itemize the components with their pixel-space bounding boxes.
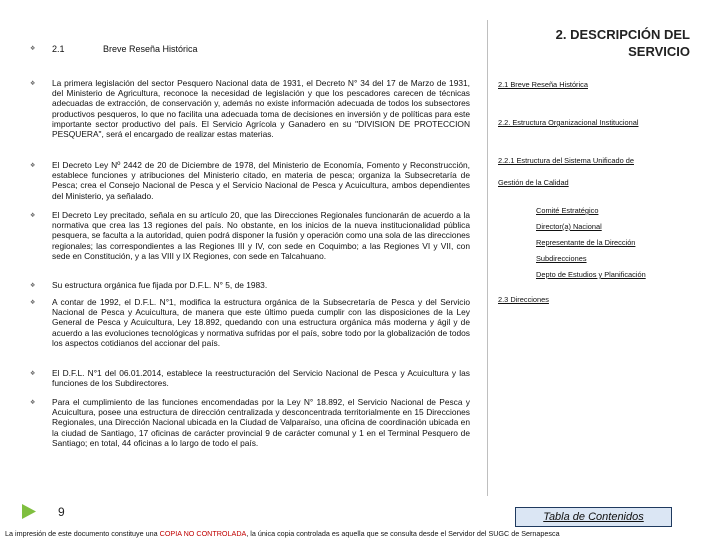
list-item: ❖ El Decreto Ley precitado, señala en su artículo 20, que las Direcciones Regionales funcionarán de acuerdo a la normativa que crea las 13 regiones del país. No obstante, en los inicios de la nueva institucionalidad pública pesquera, se faculta a la autoridad, quien podrá disponer la fusión y operación como una sola de las direcciones regionales; las correspondientes a las Regiones III y IV, con sede en Coquimbo; a las Regiones VI y VII, con sede en Constitución, y a las VIII y IX Regiones, con sede en Talcahuano. — [30, 210, 470, 261]
bullet-marker: ❖ — [30, 46, 36, 52]
page-title: 2. DESCRIPCIÓN DEL SERVICIO — [555, 27, 690, 59]
list-item: ❖ Para el cumplimiento de las funciones encomendadas por la Ley N° 18.892, el Servicio Nacional de Pesca y Acuicultura, posee una estructura de dirección centralizada y desconcentrada territorialmente en 15 Direcciones Regionales, una Dirección Nacional ubicada en la Ciudad de Valparaíso, una oficina de coordinación ubicada en la ciudad de Santiago, 17 oficinas de carácter provincial 9 de carácter comunal y 1 en el Terminal Pesquero de Santiago; en total, 44 oficinas a lo largo de todo el país. — [30, 397, 470, 448]
list-item: ❖ El Decreto Ley Nº 2442 de 20 de Diciembre de 1978, del Ministerio de Economía, Fomento y Reconstrucción, establece funciones y atribuciones del Ministerio citado, en materia de pesca; organiza la Subsecretaría de Pesca; crea el Consejo Nacional de Pesca y el Servicio Nacional de Pesca y Acuicultura, ambos dependientes del Ministerio, ya señalado. — [30, 160, 470, 201]
list-item: ❖ Su estructura orgánica fue fijada por D.F.L. N° 5, de 1983. — [30, 280, 268, 290]
list-item: ❖ La primera legislación del sector Pesquero Nacional data de 1931, el Decreto N° 34 del 17 de Marzo de 1931, del Ministerio de Agricultura, reconoce la necesidad de legislación y que los pescadores carecen de técnicas adecuadas de extracción, de conservación y, además no existe información adecuada de todos los subsectores productivos pesqueros, lo que no facilita una adecuada toma de decisiones en inversión y de políticas para este importante sector productivo del país. El Servicio Agrícola y Ganadero en su "DIVISION DE PROTECCION PESQUERA", será el encargado de realizar estas materias. — [30, 78, 470, 140]
link-director-nacional[interactable]: Director(a) Nacional — [536, 222, 602, 231]
link-representante-direccion[interactable]: Representante de la Dirección — [536, 238, 636, 247]
link-estructura-sugc[interactable]: 2.2.1 Estructura del Sistema Unificado de — [498, 156, 634, 165]
link-direcciones[interactable]: 2.3 Direcciones — [498, 295, 549, 304]
link-depto-estudios[interactable]: Depto de Estudios y Planificación — [536, 270, 646, 279]
section-title: Breve Reseña Histórica — [103, 44, 198, 54]
divider — [487, 20, 488, 496]
link-gestion-calidad[interactable]: Gestión de la Calidad — [498, 178, 569, 187]
list-item: ❖ El D.F.L. N°1 del 06.01.2014, establece la reestructuración del Servicio Nacional de Pesca y Acuicultura y las funciones de los Subdirectores. — [30, 368, 470, 389]
footer-notice: La impresión de este documento constituye una COPIA NO CONTROLADA, la única copia controlada es aquella que se consulta desde el Servidor del SUGC de Sernapesca — [5, 529, 560, 538]
page-number: 9 — [58, 505, 65, 519]
link-comite-estrategico[interactable]: Comité Estratégico — [536, 206, 599, 215]
section-number: 2.1 — [52, 44, 65, 54]
link-estructura-organizacional[interactable]: 2.2. Estructura Organizacional Institucional — [498, 118, 639, 127]
list-item: ❖ A contar de 1992, el D.F.L. N°1, modifica la estructura orgánica de la Subsecretaría de Pesca y del Servicio Nacional de Pesca y Acuicultura, de manera que este último pueda cumplir con las disposiciones de la Ley General de Pesca y Acuicultura, Ley 18.892, quedando con una estructura orgánica más moderna y ágil y de acuerdo a las evoluciones tecnológicas y normativa sufridas por el país, sobre todo por la globalización de todos los aspectos cotidianos del accionar del país. — [30, 297, 470, 348]
arrow-right-icon — [20, 503, 38, 520]
link-subdirecciones[interactable]: Subdirecciones — [536, 254, 587, 263]
link-breve-resena[interactable]: 2.1 Breve Reseña Histórica — [498, 80, 588, 89]
table-of-contents-button[interactable]: Tabla de Contenidos — [515, 507, 672, 527]
